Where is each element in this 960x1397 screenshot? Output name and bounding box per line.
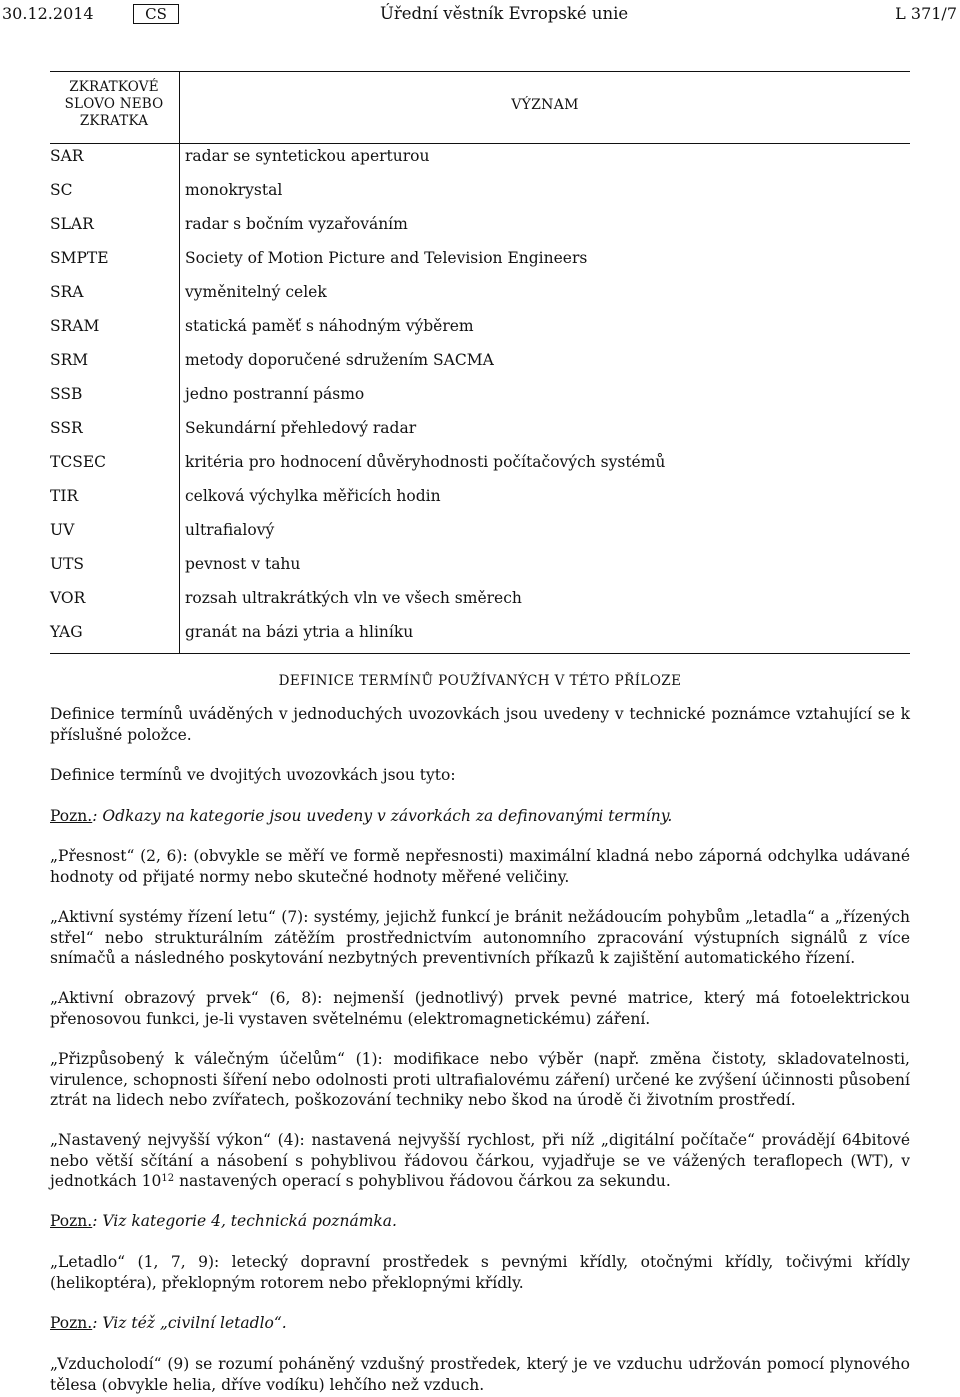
table-row xyxy=(50,351,910,385)
abbreviation: VOR xyxy=(50,589,86,607)
definition-aircraft: „Letadlo“ (1, 7, 9): letecký dopravní prostředek s pevnými křídly, otočnými křídly, točivými křídly (helikoptéra), překlopným rotorem nebo překlopnými křídly. xyxy=(50,1253,910,1292)
definition-active-pixel: „Aktivní obrazový prvek“ (6, 8): nejmenší (jednotlivý) prvek pevné matrice, který má fotoelektrickou přenosovou funkci, je-li vystaven světelnému (elektromagnetickému) záření. xyxy=(50,989,910,1028)
table-row xyxy=(50,521,910,555)
note-label: Pozn. xyxy=(50,807,93,825)
note-label: Pozn. xyxy=(50,1314,93,1332)
language-badge: CS xyxy=(133,4,179,24)
table-row xyxy=(50,215,910,249)
publication-date: 30.12.2014 xyxy=(2,4,94,23)
abbreviation: SMPTE xyxy=(50,249,109,267)
table-row xyxy=(50,555,910,589)
note-paragraph-1 xyxy=(50,806,910,827)
meaning: metody doporučené sdružením SACMA xyxy=(185,351,494,369)
abbreviation: SRM xyxy=(50,351,89,369)
meaning: Society of Motion Picture and Television Engineers xyxy=(185,249,588,267)
table-row xyxy=(50,623,910,657)
table-row xyxy=(50,487,910,521)
note-paragraph-3 xyxy=(50,1313,910,1334)
table-row xyxy=(50,419,910,453)
abbreviation: SRAM xyxy=(50,317,100,335)
intro-paragraph-2: Definice termínů ve dvojitých uvozovkách jsou tyto: xyxy=(50,766,456,784)
table-row xyxy=(50,181,910,215)
definition-airship: „Vzducholodí“ (9) se rozumí poháněný vzdušný prostředek, který je ve vzduchu udržován pomocí plynového tělesa (obvykle helia, dříve vodíku) lehčího než vzduch. xyxy=(50,1355,910,1394)
abbreviation: UV xyxy=(50,521,75,539)
section-title: DEFINICE TERMÍNŮ POUŽÍVANÝCH V TÉTO PŘÍLOZE xyxy=(278,673,682,689)
table-row xyxy=(50,249,910,283)
meaning: kritéria pro hodnocení důvěryhodnosti počítačových systémů xyxy=(185,453,666,471)
definition-active-flight-control: „Aktivní systémy řízení letu“ (7): systémy, jejichž funkcí je bránit nežádoucím pohybům „letadla“ a „řízených střel“ nebo strukturálním zátěžím prostřednictvím autonomního zpracování výstupních signálů z více snímačů a následného poskytování nezbytných preventivních příkazů k zajištění automatického řízení. xyxy=(50,908,910,967)
table-row xyxy=(50,147,910,181)
column-header-abbreviation: ZKRATKOVÉ SLOVO NEBO ZKRATKA xyxy=(64,79,164,129)
meaning: statická paměť s náhodným výběrem xyxy=(185,317,474,335)
table-row xyxy=(50,453,910,487)
definition-adjusted-peak-performance xyxy=(50,1130,910,1192)
page-reference: L 371/7 xyxy=(895,4,957,23)
note-label: Pozn. xyxy=(50,1212,93,1230)
definition-text: „Nastavený nejvyšší výkon“ (4): nastavená nejvyšší rychlost, při níž „digitální počítače“ provádějí 64bitové nebo větší sčítání a násobení s pohyblivou řádovou čárkou, vyjadřuje se ve vážených teraflopech (WT), v jednotkách 10 xyxy=(50,1131,910,1190)
note-text: : Viz kategorie 4, technická poznámka. xyxy=(92,1212,397,1230)
definition-adapted-for-warfare: „Přizpůsobený k válečným účelům“ (1): modifikace nebo výběr (např. změna čistoty, skladovatelnosti, virulence, schopnosti šíření nebo odolnosti proti ultrafialovému záření) určené ke zvýšení účinnosti působení ztrát na lidech nebo zvířatech, poškozování techniky nebo škod na úrodě či životním prostředí. xyxy=(50,1050,910,1109)
abbreviation: SSB xyxy=(50,385,83,403)
definition-text-continued: nastavených operací s pohyblivou řádovou čárkou za sekundu. xyxy=(174,1172,671,1190)
abbreviation: SRA xyxy=(50,283,84,301)
meaning: monokrystal xyxy=(185,181,283,199)
abbreviation: UTS xyxy=(50,555,85,573)
meaning: ultrafialový xyxy=(185,521,275,539)
meaning: pevnost v tahu xyxy=(185,555,301,573)
page-header xyxy=(0,4,960,26)
table-row xyxy=(50,283,910,317)
meaning: celková výchylka měřicích hodin xyxy=(185,487,441,505)
abbreviation: SSR xyxy=(50,419,83,437)
abbreviation: TCSEC xyxy=(50,453,106,471)
table-row xyxy=(50,317,910,351)
abbreviation: TIR xyxy=(50,487,79,505)
meaning: radar s bočním vyzařováním xyxy=(185,215,408,233)
abbreviation: SAR xyxy=(50,147,84,165)
abbreviation: YAG xyxy=(50,623,83,641)
meaning: radar se syntetickou aperturou xyxy=(185,147,430,165)
exponent: 12 xyxy=(161,1173,175,1184)
abbreviation: SLAR xyxy=(50,215,94,233)
column-header-meaning: VÝZNAM xyxy=(511,97,579,113)
table-row xyxy=(50,385,910,419)
journal-title: Úřední věstník Evropské unie xyxy=(380,4,629,23)
table-row xyxy=(50,589,910,623)
note-text: : Viz též „civilní letadlo“. xyxy=(92,1314,287,1332)
abbreviation: SC xyxy=(50,181,73,199)
meaning: rozsah ultrakrátkých vln ve všech směrech xyxy=(185,589,522,607)
meaning: granát na bázi ytria a hliníku xyxy=(185,623,414,641)
intro-paragraph-1: Definice termínů uváděných v jednoduchých uvozovkách jsou uvedeny v technické poznámce vztahující se k příslušné položce. xyxy=(50,705,910,744)
note-text: : Odkazy na kategorie jsou uvedeny v závorkách za definovanými termíny. xyxy=(92,807,673,825)
meaning: jedno postranní pásmo xyxy=(185,385,365,403)
definition-presnost: „Přesnost“ (2, 6): (obvykle se měří ve formě nepřesnosti) maximální kladná nebo záporná odchylka udávané hodnoty od přijaté normy nebo skutečné hodnoty měřené veličiny. xyxy=(50,847,910,886)
note-paragraph-2 xyxy=(50,1211,910,1232)
meaning: Sekundární přehledový radar xyxy=(185,419,417,437)
meaning: vyměnitelný celek xyxy=(185,283,327,301)
